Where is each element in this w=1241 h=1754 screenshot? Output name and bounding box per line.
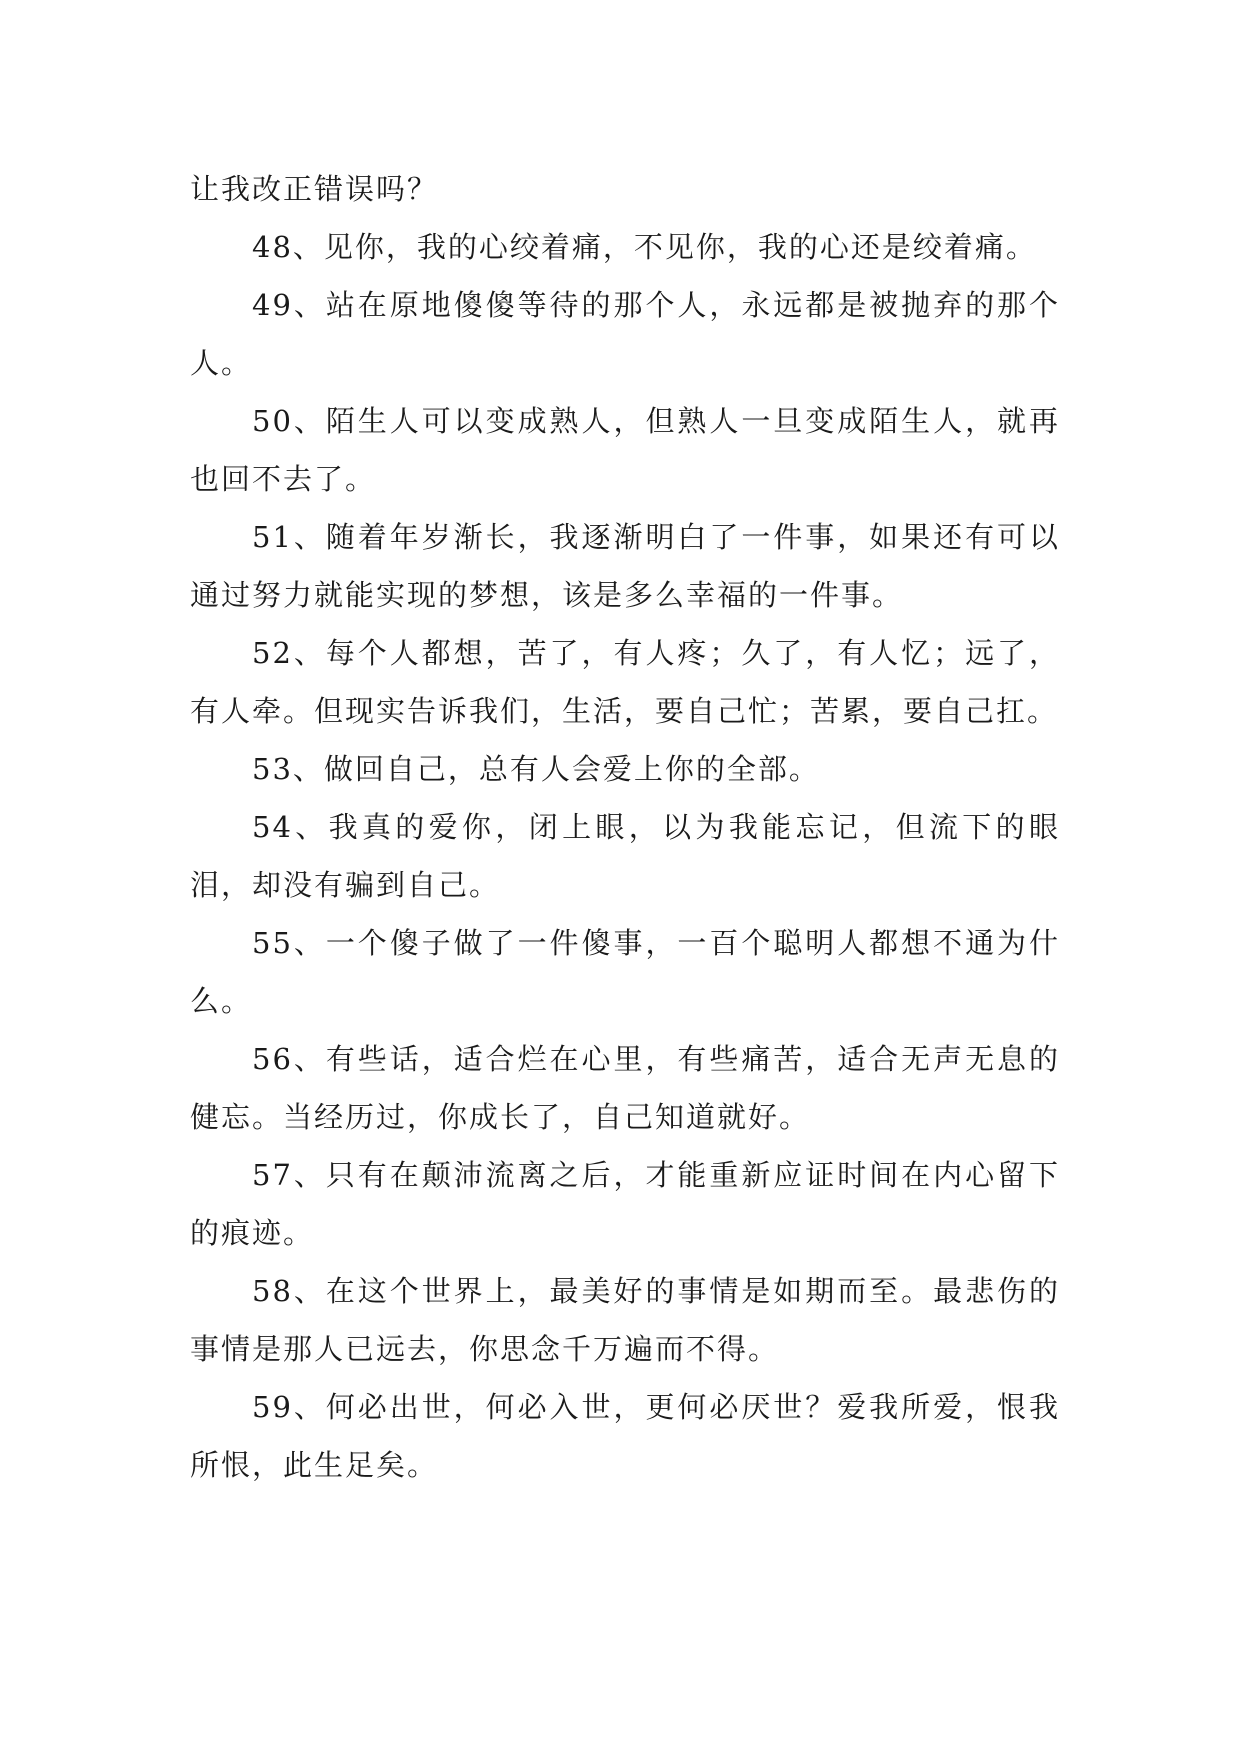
paragraph-49: 49、站在原地傻傻等待的那个人，永远都是被抛弃的那个人。 <box>190 288 1060 380</box>
paragraph-58: 58、在这个世界上，最美好的事情是如期而至。最悲伤的事情是那人已远去，你思念千万遍而不得。 <box>190 1274 1060 1366</box>
paragraph-54: 54、我真的爱你，闭上眼，以为我能忘记，但流下的眼泪，却没有骗到自己。 <box>190 810 1060 902</box>
paragraph-56: 56、有些话，适合烂在心里，有些痛苦，适合无声无息的健忘。当经历过，你成长了，自己知道就好。 <box>190 1042 1060 1134</box>
paragraph-continuation: 让我改正错误吗？ <box>190 172 439 206</box>
paragraph-59: 59、何必出世，何必入世，更何必厌世？爱我所爱，恨我所恨，此生足矣。 <box>190 1390 1060 1482</box>
paragraph-51: 51、随着年岁渐长，我逐渐明白了一件事，如果还有可以通过努力就能实现的梦想，该是多么幸福的一件事。 <box>190 520 1060 612</box>
document-body <box>190 160 1060 1494</box>
paragraph-50: 50、陌生人可以变成熟人，但熟人一旦变成陌生人，就再也回不去了。 <box>190 404 1060 496</box>
paragraph-57: 57、只有在颠沛流离之后，才能重新应证时间在内心留下的痕迹。 <box>190 1158 1060 1250</box>
paragraph-48: 48、见你，我的心绞着痛，不见你，我的心还是绞着痛。 <box>252 230 1037 264</box>
paragraph-53: 53、做回自己，总有人会爱上你的全部。 <box>252 752 820 786</box>
paragraph-55: 55、一个傻子做了一件傻事，一百个聪明人都想不通为什么。 <box>190 926 1060 1018</box>
paragraph-52: 52、每个人都想，苦了，有人疼；久了，有人忆；远了，有人牵。但现实告诉我们，生活，要自己忙；苦累，要自己扛。 <box>190 636 1060 728</box>
